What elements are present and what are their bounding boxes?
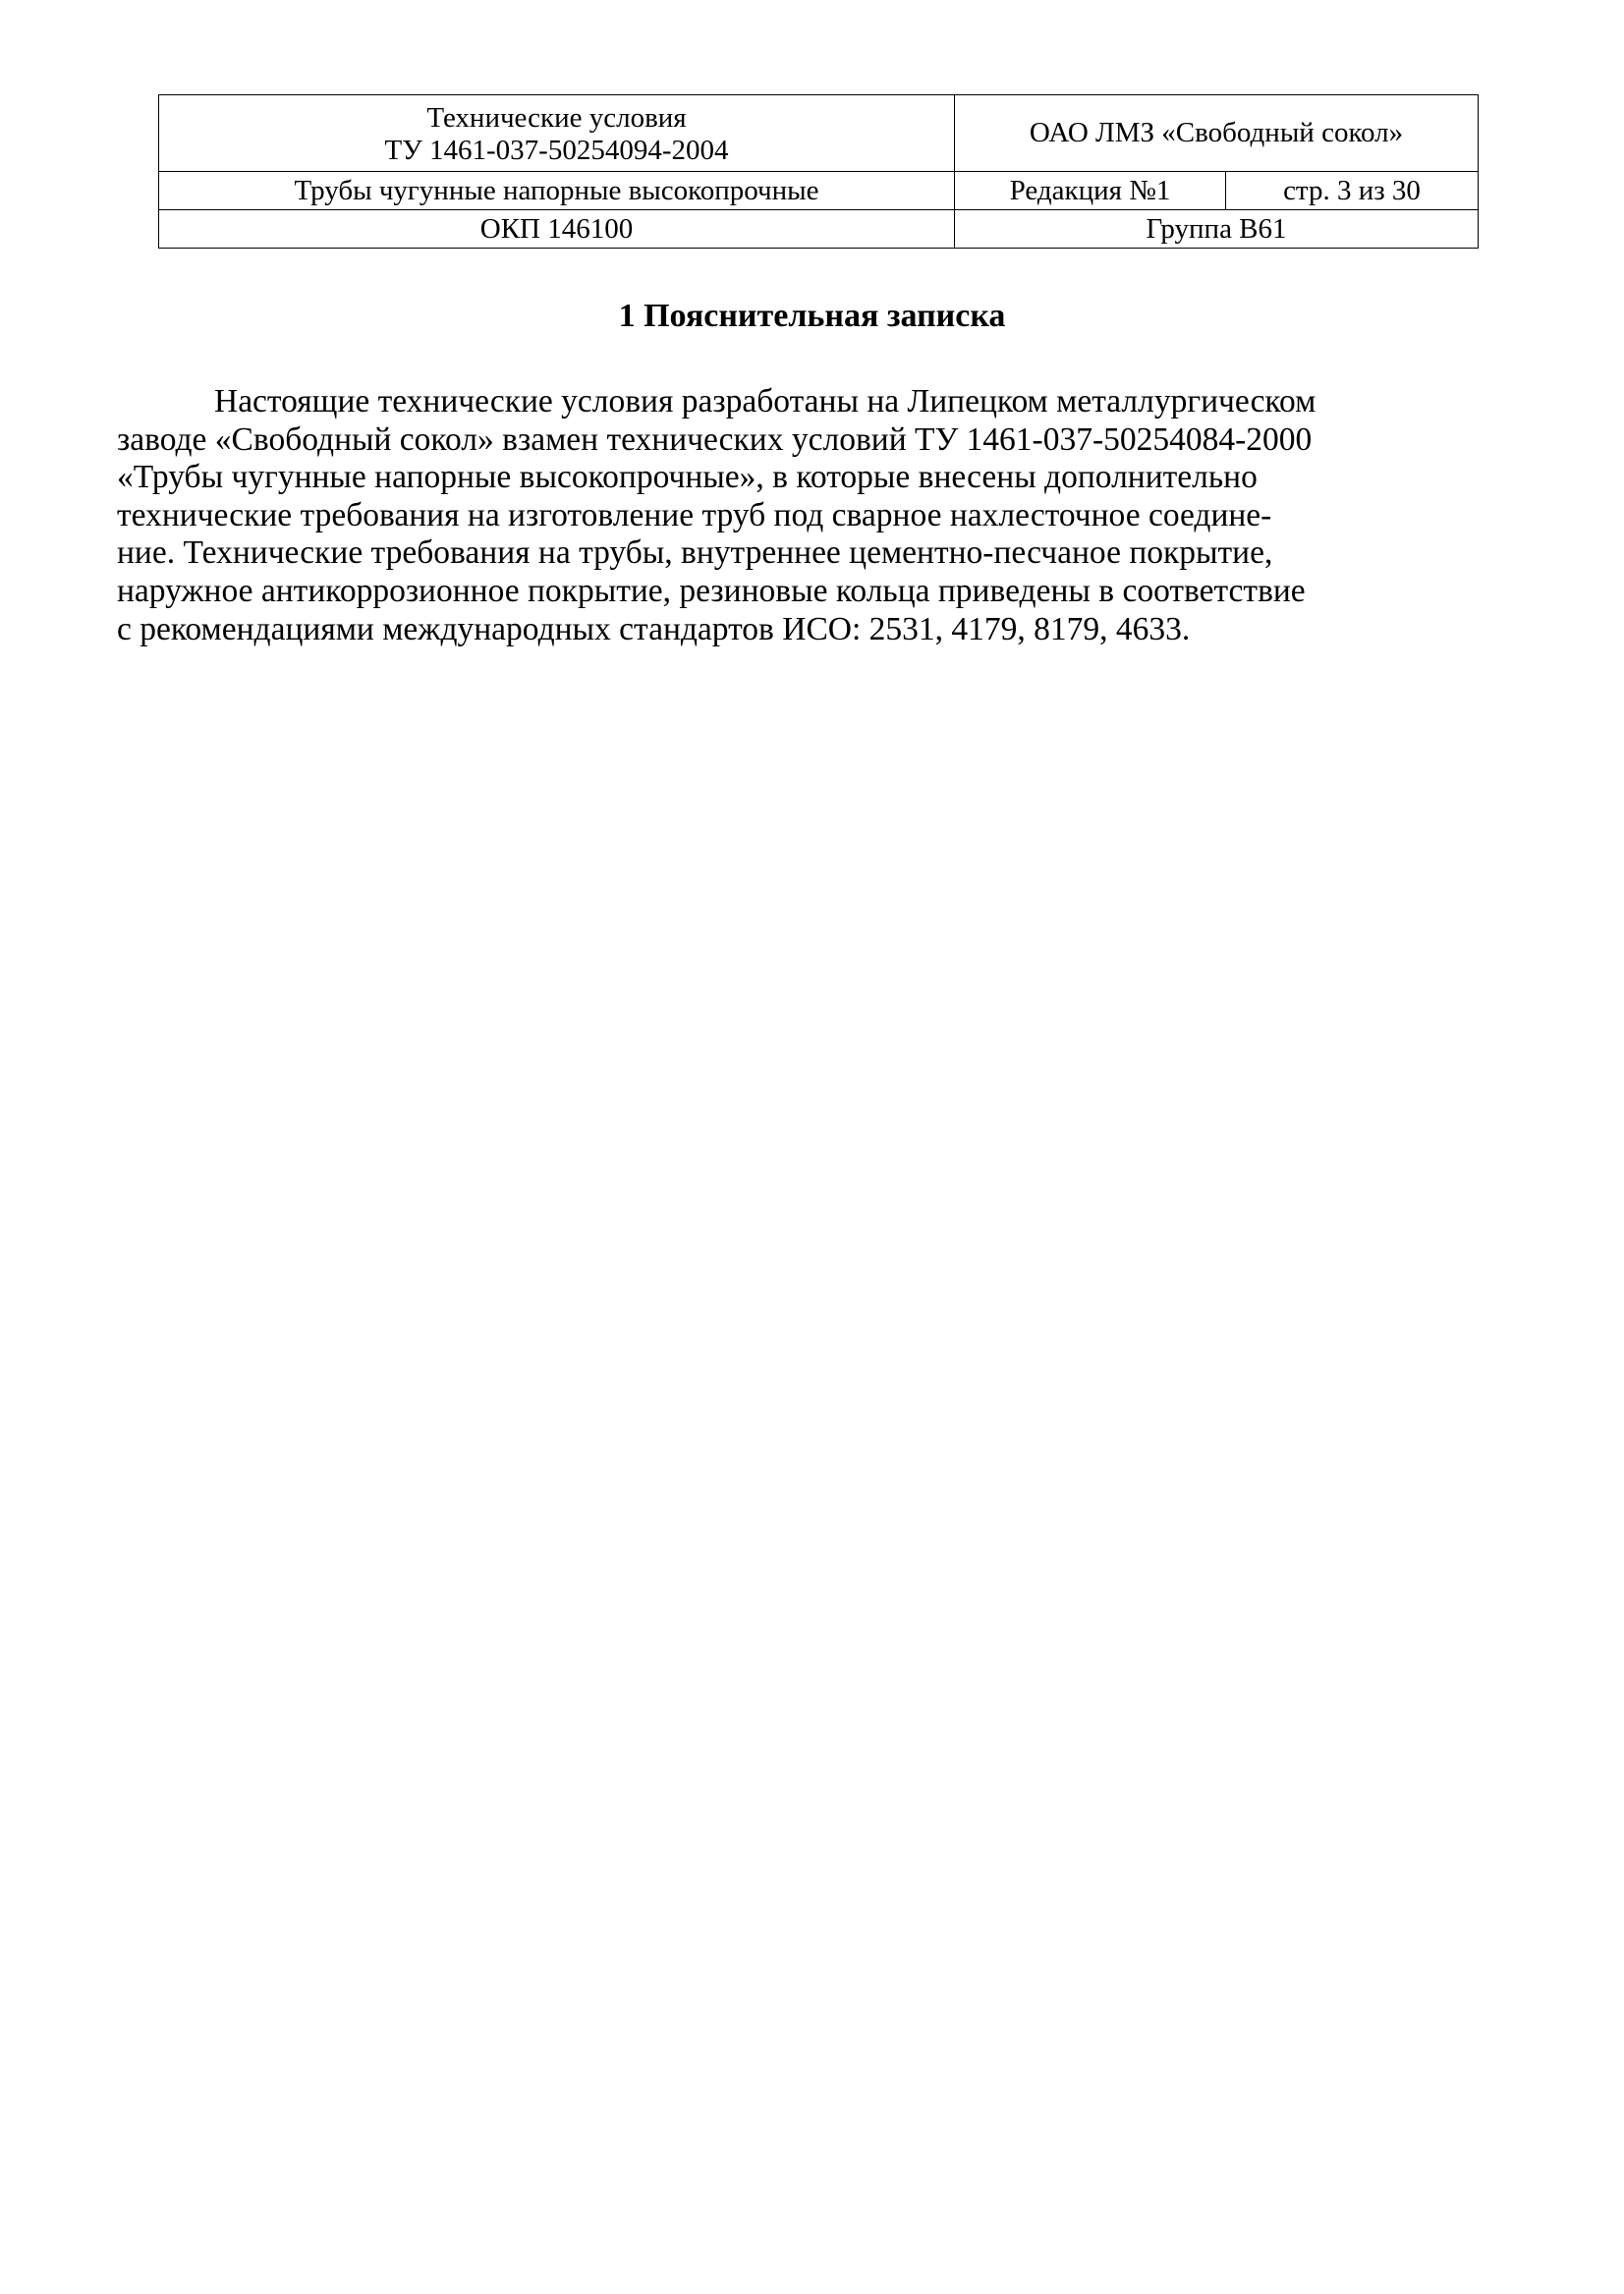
paragraph-line: Настоящие технические условия разработаны на Липецком металлургическом: [214, 383, 1316, 420]
paragraph-line: ние. Технические требования на трубы, внутреннее цементно-песчаное покрытие,: [117, 534, 1273, 572]
paragraph-line: «Трубы чугунные напорные высокопрочные», в которые внесены дополнительно: [117, 459, 1258, 496]
doc-type: Технические условия: [426, 101, 687, 134]
paragraph-line: технические требования на изготовление труб под сварное нахлесточное соедине-: [117, 496, 1272, 533]
product-cell: Трубы чугунные напорные высокопрочные: [159, 172, 955, 210]
header-row-1: [159, 95, 1479, 172]
revision-cell: Редакция №1: [955, 172, 1226, 210]
okp-cell: ОКП 146100: [159, 210, 955, 249]
paragraph-line: заводе «Свободный сокол» взамен технических условий ТУ 1461-037-50254084-2000: [117, 420, 1313, 458]
header-table: [158, 94, 1479, 249]
section-title: 1 Пояснительная записка: [618, 298, 1006, 334]
group-cell: Группа В61: [955, 210, 1479, 249]
header-row-3: [159, 210, 1479, 249]
explanatory-paragraph: [117, 383, 1528, 648]
header-row-2: [159, 172, 1479, 210]
page-number-cell: стр. 3 из 30: [1226, 172, 1479, 210]
paragraph-line: наружное антикоррозионное покрытие, резиновые кольца приведены в соответствие: [117, 572, 1306, 609]
doc-number: ТУ 1461-037-50254094-2004: [384, 134, 729, 166]
paragraph-line: с рекомендациями международных стандартов ИСО: 2531, 4179, 8179, 4633.: [117, 610, 1191, 647]
organization-cell: ОАО ЛМЗ «Свободный сокол»: [955, 95, 1479, 172]
doc-title-cell: [159, 95, 955, 172]
